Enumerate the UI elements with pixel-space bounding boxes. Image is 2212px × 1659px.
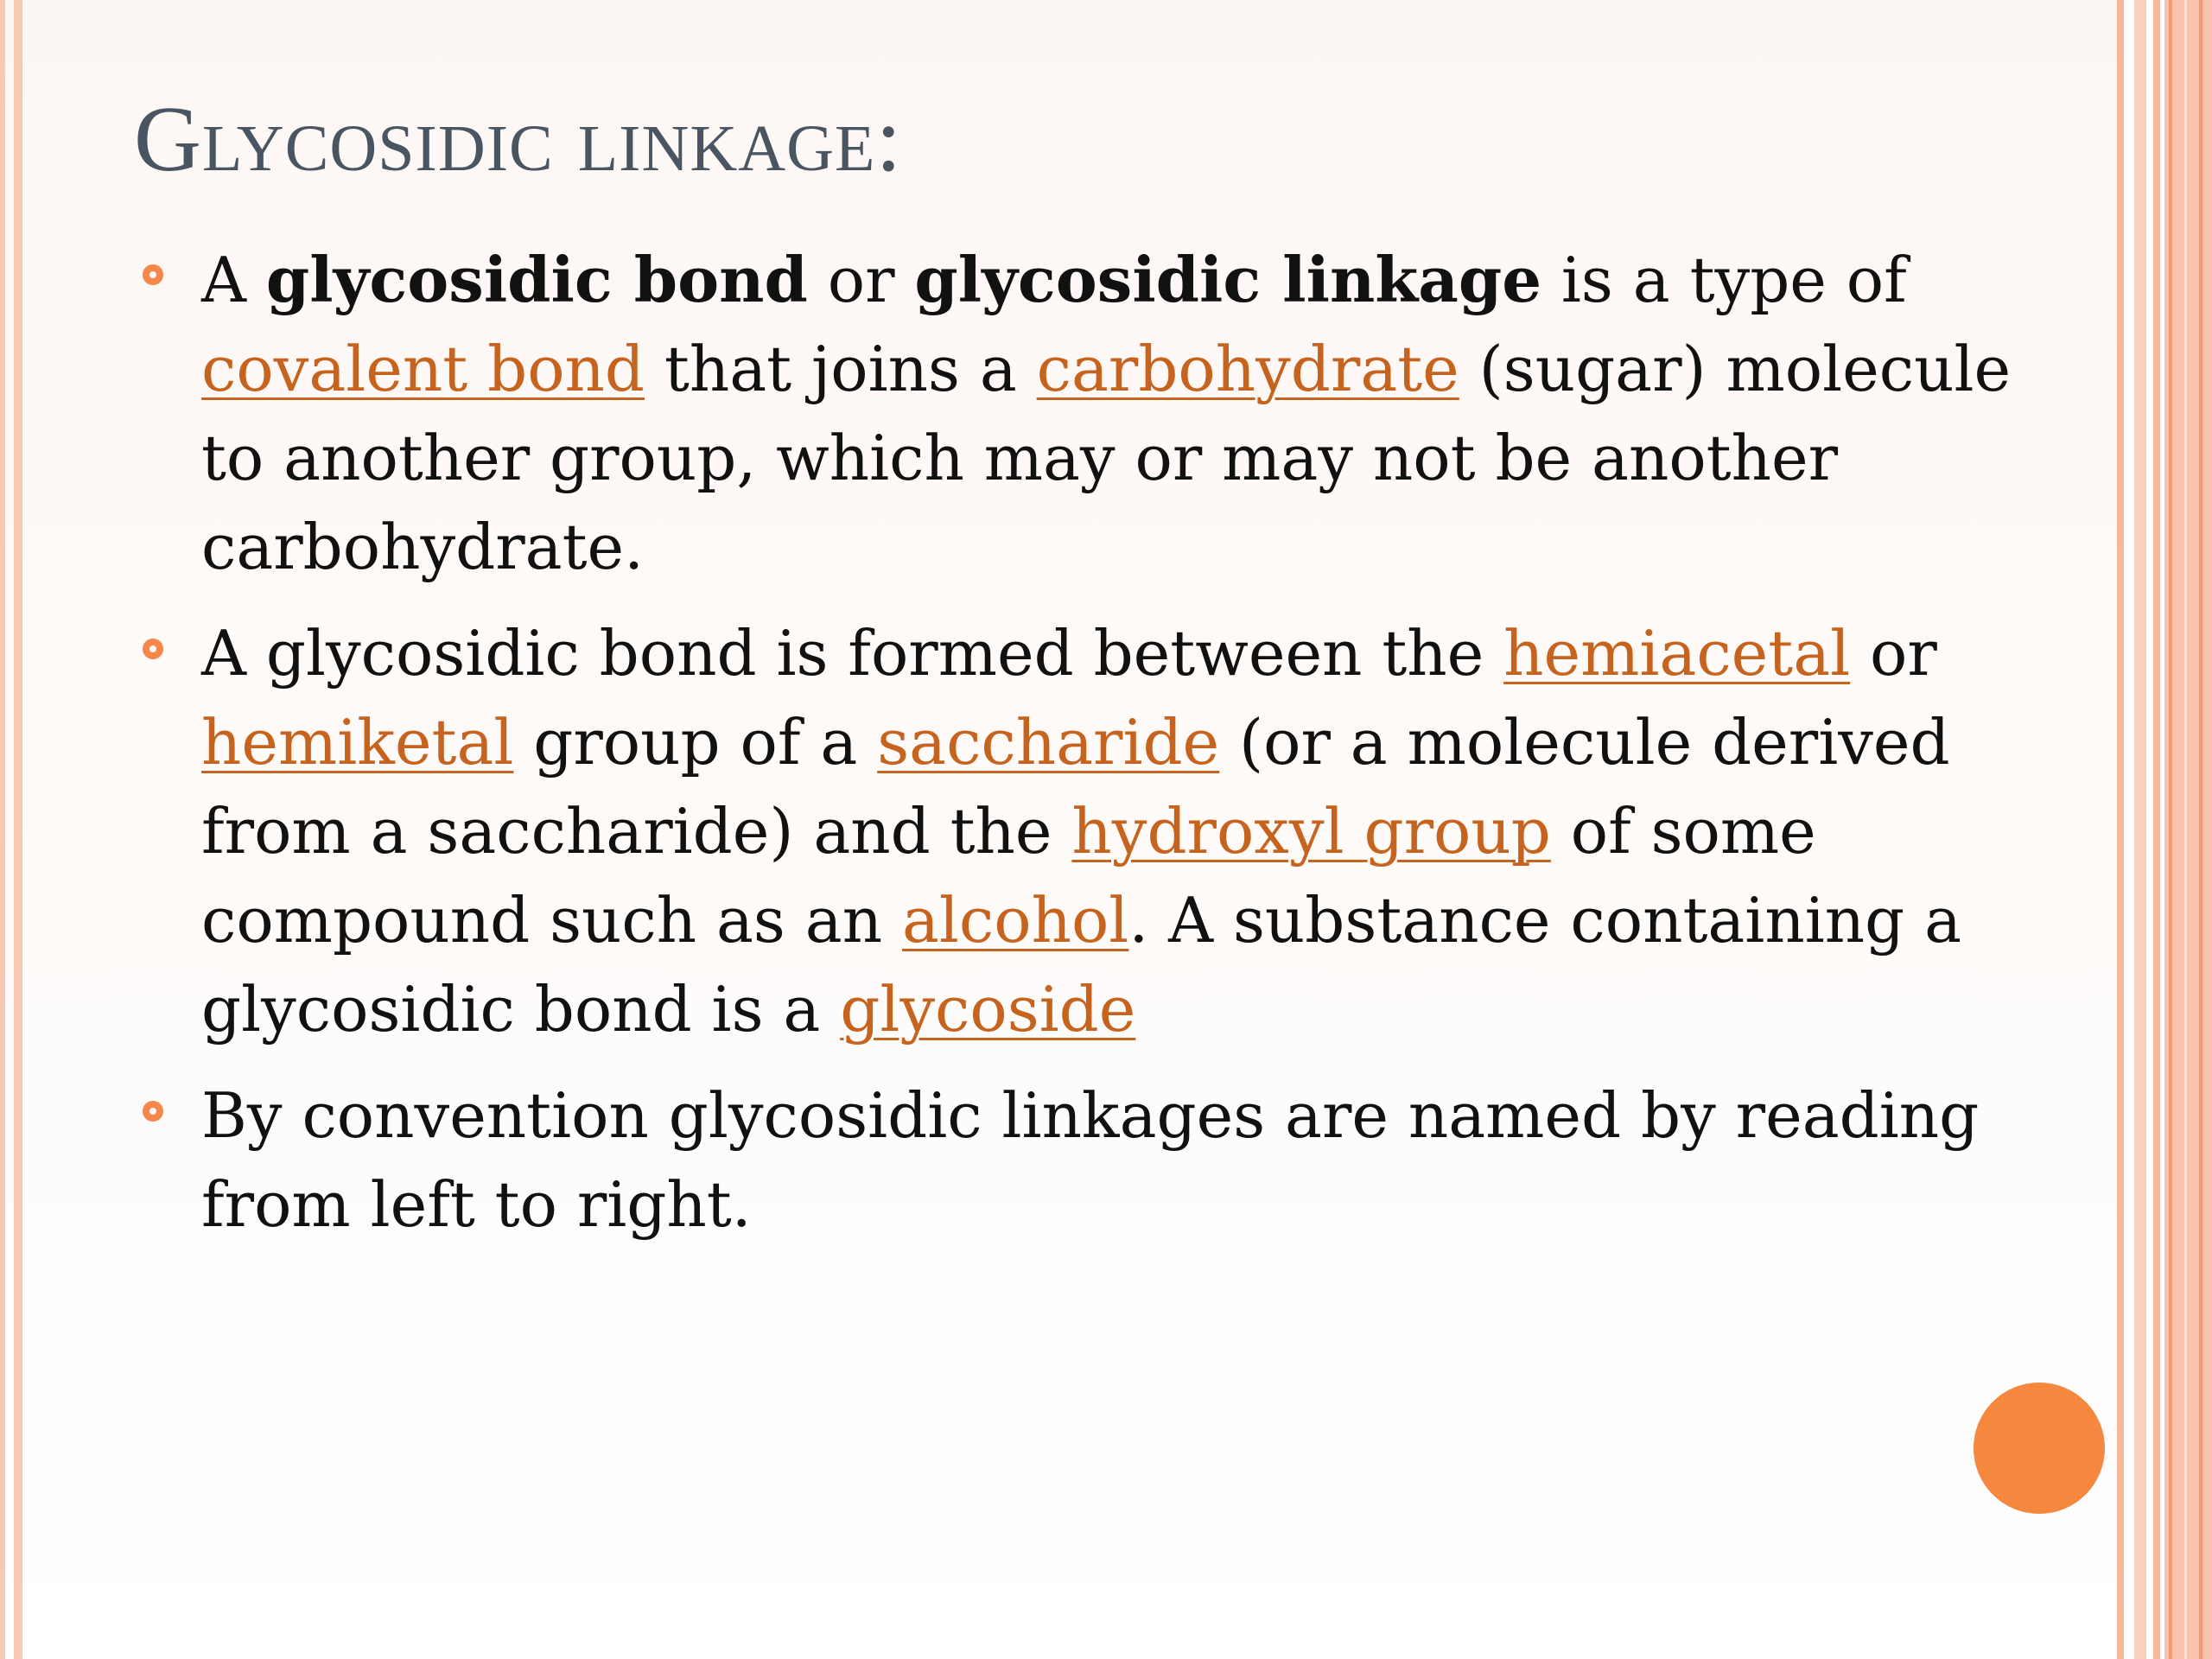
- bullet-item: [143, 1071, 2018, 1249]
- slide-title: Glycosidic linkage:: [134, 88, 903, 191]
- hyperlink[interactable]: covalent bond: [201, 333, 645, 405]
- bullet-text: A: [201, 244, 266, 316]
- bullet-text: or: [1850, 617, 1937, 690]
- decorative-circle: [1974, 1382, 2105, 1514]
- bullet-text: A glycosidic bond is formed between the: [201, 617, 1504, 690]
- bold-term: glycosidic bond: [265, 243, 808, 316]
- hyperlink[interactable]: carbohydrate: [1036, 333, 1459, 405]
- hyperlink[interactable]: alcohol: [901, 884, 1129, 957]
- bullet-list: [143, 235, 2018, 1267]
- bullet-text: (sugar) molecule to another group, which may or may not be another carbohydrate.: [201, 333, 2012, 583]
- bullet-item: [143, 235, 2018, 592]
- bullet-text: By convention glycosidic linkages are named by reading from left to right.: [201, 1079, 1980, 1241]
- bullet-text: (or a molecule derived from a saccharide) and the: [201, 706, 1950, 868]
- bold-term: glycosidic linkage: [914, 243, 1542, 316]
- bullet-text: or: [807, 244, 915, 316]
- left-border-line: [14, 0, 22, 1659]
- bullet-icon: [143, 639, 163, 659]
- right-stripe: [2134, 0, 2146, 1659]
- right-stripe: [2169, 0, 2172, 1659]
- bullet-text: that joins a: [645, 333, 1037, 405]
- right-stripe: [2199, 0, 2202, 1659]
- bullet-icon: [143, 264, 163, 285]
- hyperlink[interactable]: saccharide: [877, 706, 1220, 779]
- hyperlink[interactable]: hemiacetal: [1503, 617, 1851, 690]
- hyperlink[interactable]: hydroxyl group: [1071, 795, 1551, 868]
- right-stripe: [2153, 0, 2160, 1659]
- left-border-line: [0, 0, 5, 1659]
- right-stripe: [2117, 0, 2124, 1659]
- bullet-text: . A substance containing a glycosidic bond is a: [201, 884, 1961, 1046]
- right-stripe: [2184, 0, 2187, 1659]
- hyperlink[interactable]: glycoside: [840, 973, 1136, 1046]
- bullet-text: is a type of: [1541, 244, 1907, 316]
- bullet-text: of some compound such as an: [201, 795, 1816, 957]
- bullet-text: group of a: [513, 706, 878, 779]
- bullet-item: [143, 609, 2018, 1054]
- hyperlink[interactable]: hemiketal: [201, 706, 514, 779]
- bullet-icon: [143, 1101, 163, 1122]
